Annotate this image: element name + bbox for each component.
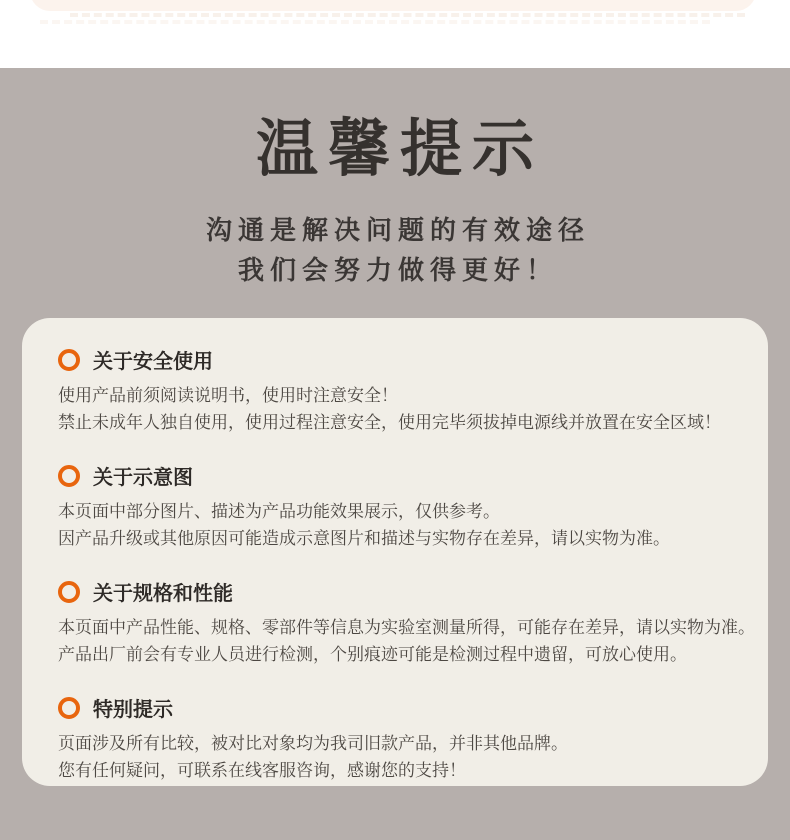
section-text-line: 禁止未成年人独自使用，使用过程注意安全，使用完毕须拔掉电源线并放置在安全区域！ (58, 413, 721, 432)
ring-bullet-icon (58, 465, 80, 487)
section-heading: 关于安全使用 (93, 351, 213, 373)
section-text-line: 您有任何疑问，可联系在线客服咨询，感谢您的支持！ (58, 761, 466, 780)
ring-bullet-icon (58, 581, 80, 603)
section-special-note (58, 693, 750, 784)
section-safety (58, 345, 750, 436)
decorative-dashes (40, 20, 710, 24)
subtitle-line-1: 沟通是解决问题的有效途径 (205, 215, 590, 245)
previous-section-bottom (0, 0, 790, 68)
section-specs (58, 577, 755, 668)
section-text-line: 本页面中部分图片、描述为产品功能效果展示，仅供参考。 (58, 502, 500, 521)
section-text-line: 本页面中产品性能、规格、零部件等信息为实验室测量所得，可能存在差异，请以实物为准。 (58, 618, 755, 637)
section-header (58, 577, 750, 606)
ring-bullet-icon (58, 697, 80, 719)
section-heading: 特别提示 (93, 699, 173, 721)
subtitle-line-2: 我们会努力做得更好！ (237, 255, 558, 285)
section-header (58, 693, 750, 722)
top-rounded-band (30, 0, 756, 11)
section-header (58, 461, 750, 490)
page-title: 温馨提示 (255, 115, 544, 184)
warm-tips-section (0, 68, 790, 840)
ring-bullet-icon (58, 349, 80, 371)
decorative-dashes (70, 13, 745, 17)
section-heading: 关于规格和性能 (93, 583, 233, 605)
section-illustrations (58, 461, 750, 552)
section-text-line: 因产品升级或其他原因可能造成示意图片和描述与实物存在差异，请以实物为准。 (58, 529, 670, 548)
section-header (58, 345, 750, 374)
section-text-line: 使用产品前须阅读说明书，使用时注意安全！ (58, 386, 398, 405)
notice-card (22, 318, 768, 786)
section-heading: 关于示意图 (93, 467, 193, 489)
section-text-line: 页面涉及所有比较，被对比对象均为我司旧款产品，并非其他品牌。 (58, 734, 568, 753)
section-text-line: 产品出厂前会有专业人员进行检测，个别痕迹可能是检测过程中遗留，可放心使用。 (58, 645, 687, 664)
